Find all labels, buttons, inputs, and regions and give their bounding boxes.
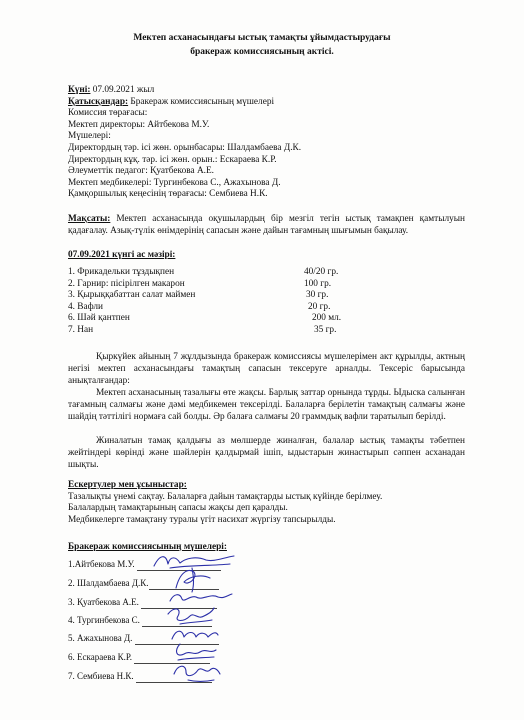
member-name: 2. Шалдамбаева Д.К. <box>68 578 149 588</box>
menu-item-qty: 30 гр. <box>306 290 329 301</box>
member-name: 7. Сембиева Н.К. <box>68 671 134 681</box>
participants-block <box>68 85 301 201</box>
purpose-paragraph <box>68 214 465 238</box>
menu-item <box>68 279 398 291</box>
purpose-label: Мақсаты: <box>68 214 111 224</box>
menu-item-name: 7. Нан <box>68 324 94 335</box>
participants-label: Қатысқандар: <box>68 96 129 107</box>
menu-item-qty: 35 гр. <box>314 324 337 335</box>
participant-line: Директордың тәр. ісі жөн. орынбасары: Шалдамбаева Д.К. <box>68 142 302 153</box>
menu-item-qty: 200 мл. <box>312 313 342 324</box>
member-name: 1.Айтбекова М.У. <box>68 559 135 569</box>
body-paragraph-3: Жиналатын тамақ қалдығы аз мөлшерде жиналған, балалар ыстық тамақты тәбетпен жейтіндері көрінді және шәйлерін қалдырмай ішіп, ыдыстарын жинастырып сәппен асханадан шықты. <box>68 436 465 470</box>
member-name: 4. Тургинбекова С. <box>68 615 140 625</box>
participant-line: Комиссия төрағасы: <box>68 108 148 119</box>
participant-line: Мектеп директоры: Айтбекова М.У. <box>68 119 210 130</box>
body-paragraph-2: Мектеп асханасының тазалығы өте жақсы. Барлық заттар орнында тұрды. Ыдыска салынған тағамның салмағы және дәмі медбикемен тексерілді. Балаларға берілетін тамақтың салмағы және шайдің тәттілігі нормаға сай болды. Әр балаға салмағы 20 граммдық вафли таратылып берілді. <box>68 388 465 422</box>
menu-item-qty: 20 гр. <box>308 301 331 312</box>
remarks-heading: Ескертулер мен ұсыныстар: <box>68 480 187 490</box>
date-label: Күні: <box>68 85 91 95</box>
participant-line: Мектеп медбикелері: Тургинбекова С., Ажахынова Д. <box>68 177 281 188</box>
remarks-block <box>68 480 382 526</box>
remark-line: Медбикелерге тамақтану туралы үгіт насихат жүргізу тапсырылды. <box>68 514 336 525</box>
menu-item-name: 3. Қырыққабаттан салат маймен <box>68 290 196 301</box>
member-name: 3. Қуатбекова А.Е. <box>68 597 139 607</box>
member-name: 5. Ажахынова Д. <box>68 633 133 643</box>
menu-item-name: 4. Вафли <box>68 301 104 312</box>
remark-line: Тазалықты үнемі сақтау. Балаларға дайын тамақтарды ыстық күйінде берілмеу. <box>68 491 383 502</box>
menu-item <box>68 290 398 302</box>
menu-item <box>68 302 398 314</box>
menu-item <box>68 325 398 337</box>
body-paragraph-1: Қыркүйек айының 7 жұлдызында бракераж комиссиясы мүшелерімен акт құрылды, актның негізі мектеп асханасындағы тамақтың сапасын тексеруге арналды. Тексеріс барысында анықталғандар: <box>68 352 465 386</box>
purpose-text: Мектеп асханасында оқушылардың бір мезгіл тегін ыстық тамақпен қамтылуын қадағалау. Азық-түлік өнімдерінің сапасын және дайын тағамның шығымын бақылау. <box>68 214 465 236</box>
document-title <box>0 31 524 59</box>
title-line-1: Мектеп асханасындағы ыстық тамақты ұйымдастырудағы <box>133 33 391 43</box>
participant-line: Қамқоршылық кеңесінің төрағасы: Сембиева Н.К. <box>68 189 268 200</box>
menu-item <box>68 313 398 325</box>
member-name: 6. Ескараева К.Р. <box>68 652 132 662</box>
remark-line: Балалардың тамақтарының сапасы жақсы деп қаралды. <box>68 503 288 514</box>
menu-item <box>68 267 398 279</box>
menu-item-qty: 40/20 гр. <box>304 267 339 277</box>
menu-item-name: 6. Шәй қантпен <box>68 313 130 324</box>
participant-line: Әлеуметтік педагог: Қуатбекова А.Е. <box>68 166 214 177</box>
participant-line: Директордың кұқ. тәр. ісі жөн. орын.: Ескараева К.Р. <box>68 154 277 165</box>
menu-item-qty: 100 гр. <box>304 278 332 289</box>
signatures-heading: Бракераж комиссиясының мүшелері: <box>68 542 227 552</box>
title-line-2: бракераж комиссиясының актісі. <box>190 47 334 57</box>
participant-line: Мүшелері: <box>68 131 111 142</box>
date-value: 07.09.2021 жыл <box>90 85 155 95</box>
menu-item-name: 2. Гарнир: пісірілген макарон <box>68 278 185 289</box>
menu-item-name: 1. Фрикадельки тұздықпен <box>68 267 175 277</box>
signature-mark <box>168 660 222 686</box>
menu-list <box>68 267 398 337</box>
participants-value: Бракераж комиссиясының мүшелері <box>128 96 275 107</box>
menu-heading: 07.09.2021 күнгі ас мәзірі: <box>68 250 176 260</box>
